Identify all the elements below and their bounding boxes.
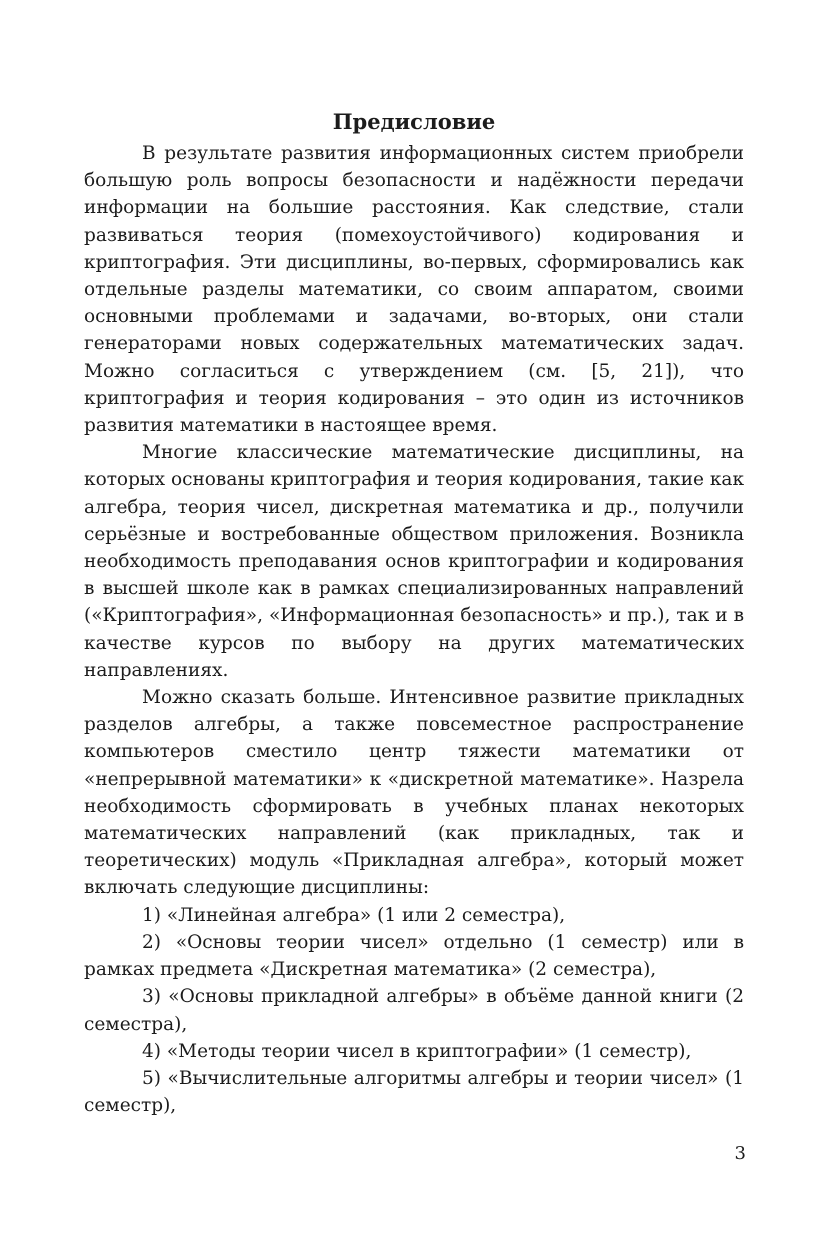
list-item-linear-algebra: 1) «Линейная алгебра» (1 или 2 семестра), [142, 904, 566, 926]
list-item-applied-algebra: 3) «Основы прикладной алгебры» в объёме данной книги (2 семестра), [84, 986, 744, 1035]
paragraph-applied-algebra: Можно сказать больше. Интенсивное развитие прикладных разделов алгебры, а также повсеместное распространение компьютеров сместило центр тяжести математики от «непрерывной математики» к «дискретной математике». Назрела необходимость сформировать в учебных планах некоторых математических направлений (как прикладных, так и теоретических) модуль «Прикладная алгебра», который может включать следующие дисциплины: [84, 687, 744, 899]
page-body [84, 108, 744, 1119]
paragraph-disciplines: Многие классические математические дисциплины, на которых основаны криптография и теория кодирования, такие как алгебра, теория чисел, дискретная математика и др., получили серьёзные и востребованные обществом приложения. Возникла необходимость преподавания основ криптографии и кодирования в высшей школе как в рамках специализированных направлений («Криптография», «Информационная безопасность» и пр.), так и в качестве курсов по выбору на других математических направлениях. [84, 442, 745, 681]
paragraph-intro: В результате развития информационных систем приобрели большую роль вопросы безопасности и надёжности передачи информации на большие расстояния. Как следствие, стали развиваться теория (помехоустойчивого) кодирования и криптография. Эти дисциплины, во-первых, сформировались как отдельные разделы математики, со своим аппаратом, своими основными проблемами и задачами, во-вторых, они стали генераторами новых содержательных математических задач. Можно согласиться с утверждением (см. [5, 21]), что криптография и теория кодирования – это один из источников развития математики в настоящее время. [84, 143, 744, 437]
page-number: 3 [734, 1143, 746, 1164]
list-item-number-theory: 2) «Основы теории чисел» отдельно (1 семестр) или в рамках предмета «Дискретная математика» (2 семестра), [84, 931, 744, 981]
list-item-crypto-methods: 4) «Методы теории чисел в криптографии» (1 семестр), [142, 1040, 692, 1062]
page-title: Предисловие [332, 109, 496, 134]
list-item-computational-algorithms: 5) «Вычислительные алгоритмы алгебры и теории чисел» (1 семестр), [84, 1067, 744, 1117]
